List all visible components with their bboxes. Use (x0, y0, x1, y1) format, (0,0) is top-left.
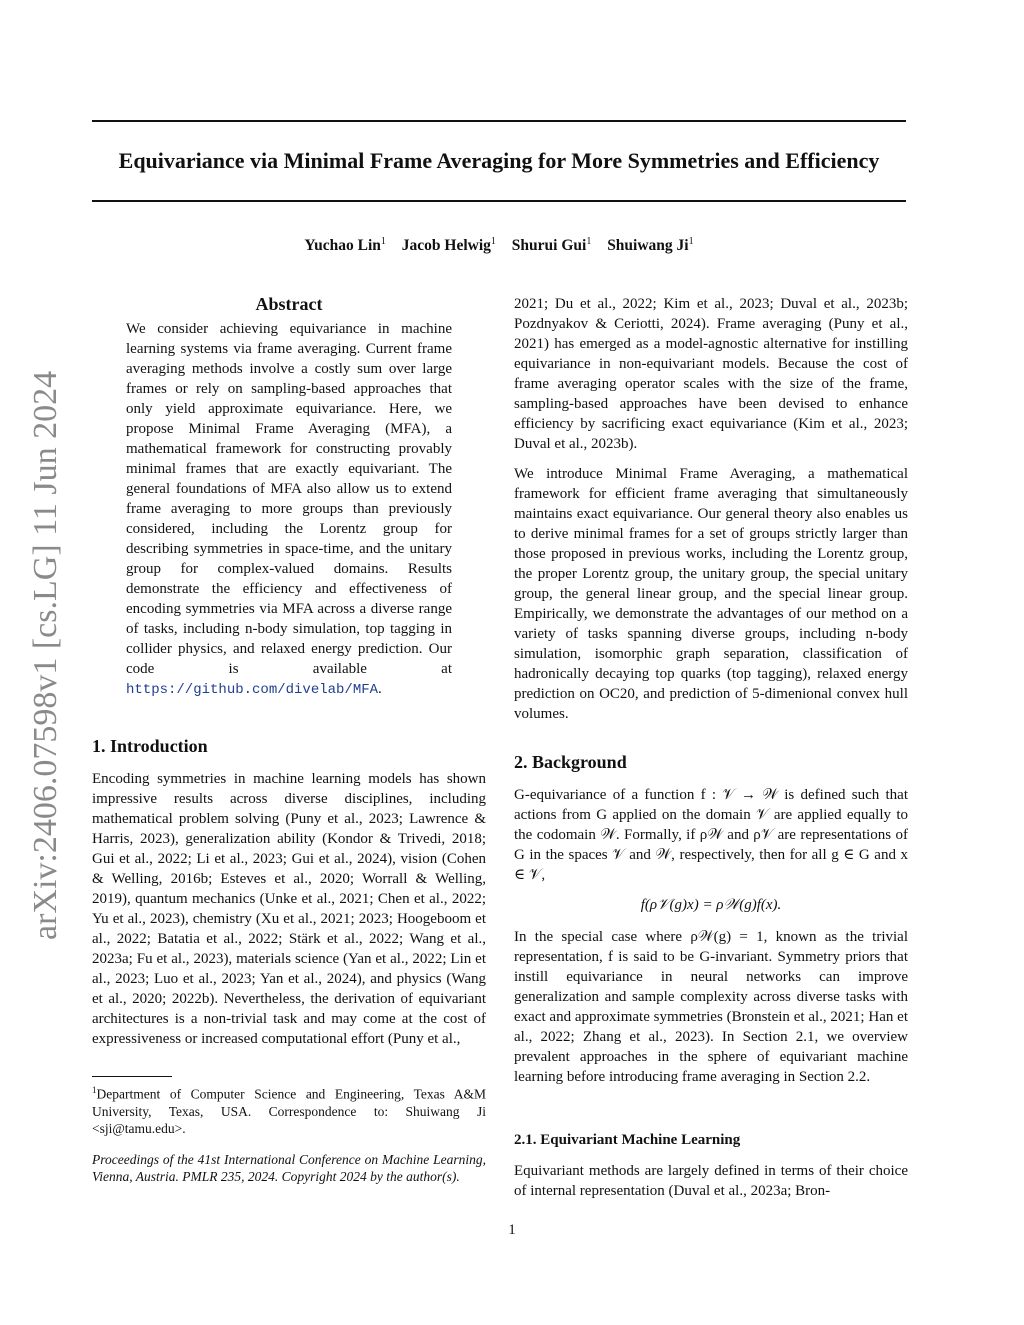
author-name: Shurui Gui (511, 237, 587, 254)
intro-body (92, 769, 486, 1059)
author (304, 237, 386, 254)
author-name: Jacob Helwig (401, 237, 491, 254)
author-affiliation: 1 (688, 235, 694, 247)
contribution-paragraph: We introduce Minimal Frame Averaging, a mathematical framework for efficient frame averaging that simultaneously maintains exact equivariance. Our general theory also enables us to derive minimal frames for a set of groups strictly larger than those proposed in previous works, including the Lorentz group, the proper Lorentz group, the unitary group, the special unitary group, the general linear group, and the special linear group. Empirically, we demonstrate the advantages of our method on a variety of tasks spanning diverse groups, including n-body simulation, isomorphic graph separation, classification of hadronically decaying top quarks (top tagging), relaxed energy prediction on OC20, and prediction of 5-dimenional convex hull volumes. (514, 466, 908, 722)
author-list (92, 236, 906, 256)
background-heading: 2. Background (514, 752, 627, 772)
background-body (514, 785, 908, 1097)
author (402, 237, 496, 254)
author-affiliation: 1 (380, 235, 386, 247)
author-name: Shuiwang Ji (607, 237, 689, 254)
subsection-heading: 2.1. Equivariant Machine Learning (514, 1132, 741, 1148)
author-name: Yuchao Lin (304, 237, 381, 254)
author-affiliation: 1 (586, 235, 592, 247)
page-number: 1 (508, 1222, 516, 1238)
title-rule-bottom (92, 200, 906, 202)
background-paragraph: G-equivariance of a function f : 𝒱 → 𝒲 is defined such that actions from G applied on the domain 𝒱 are applied equally to the codomain 𝒲. Formally, if ρ𝒲 and ρ𝒱 are representations of G in the spaces 𝒱 and 𝒲, respectively, then for all g ∈ G and x ∈ 𝒱, (514, 787, 908, 883)
abstract-body (126, 319, 452, 700)
proceedings-footnote: Proceedings of the 41st International Conference on Machine Learning, Vienna, Austria. PMLR 235, 2024. Copyright 2024 by the author(s). (92, 1151, 486, 1184)
intro-continued (514, 294, 908, 734)
footnote-rule (92, 1076, 172, 1077)
subsection-body (514, 1161, 908, 1211)
footnotes (92, 1082, 486, 1199)
paper-title: Equivariance via Minimal Frame Averaging for More Symmetries and Efficiency (118, 148, 880, 173)
equivariance-equation: f(ρ𝒱(g)x) = ρ𝒲(g)f(x). (640, 897, 782, 913)
intro-heading: 1. Introduction (92, 736, 208, 756)
code-link[interactable]: https://github.com/divelab/MFA (126, 682, 379, 698)
intro-paragraph: Encoding symmetries in machine learning models has shown impressive results across diverse disciplines, including mathematical problem solving (Puny et al., 2023; Lawrence & Harris, 2023), generalization ability (Kondor & Trivedi, 2018; Gui et al., 2022; Li et al., 2023; Gui et al., 2024), vision (Cohen & Welling, 2016b; Esteves et al., 2020; Worrall & Welling, 2019), quantum mechanics (Unke et al., 2021; Chen et al., 2022; Yu et al., 2023), chemistry (Xu et al., 2021; 2023; Hoogeboom et al., 2022; Batatia et al., 2022; Stärk et al., 2022; Wang et al., 2023a; Fu et al., 2023), materials science (Yan et al., 2022; Lin et al., 2023; Luo et al., 2023; Yan et al., 2024), and physics (Wang et al., 2020; 2022b). Nevertheless, the derivation of equivariant architectures is a non-trivial task and may come at the cost of expressiveness or increased computational effort (Puny et al., (92, 771, 486, 1047)
arxiv-stamp: arXiv:2406.07598v1 [cs.LG] 11 Jun 2024 (27, 370, 64, 940)
author-affiliation: 1 (490, 235, 496, 247)
footnote-mark: 1 (92, 1085, 97, 1095)
abstract-end: . (378, 681, 382, 697)
affiliation-text: Department of Computer Science and Engineering, Texas A&M University, Texas, USA. Correspondence to: Shuiwang Ji <sji@tamu.edu>. (92, 1086, 486, 1136)
subsection-paragraph: Equivariant methods are largely defined in terms of their choice of internal representation (Duval et al., 2023a; Bron- (514, 1163, 908, 1199)
affiliation-footnote (92, 1082, 486, 1137)
abstract-heading: Abstract (255, 294, 323, 314)
author (512, 237, 592, 254)
abstract-text: We consider achieving equivariance in machine learning systems via frame averaging. Current frame averaging methods involve a costly sum over large frames or rely on sampling-based approaches that only yield approximate equivariance. Here, we propose Minimal Frame Averaging (MFA), a mathematical framework for constructing provably minimal frames that are exactly equivariant. The general foundations of MFA also allow us to extend frame averaging to more groups than previously considered, including the Lorentz group for describing symmetries in space-time, and the unitary group for complex-valued domains. Results demonstrate the efficiency and effectiveness of encoding symmetries via MFA across a diverse range of tasks, including n-body simulation, top tagging in collider physics, and relaxed energy prediction. Our code is available at (126, 321, 452, 677)
background-paragraph-2: In the special case where ρ𝒲(g) = 1, known as the trivial representation, f is said to be G-invariant. Symmetry priors that instill equivariance in neural networks can improve generalization and sample complexity across diverse tasks with exact and approximate symmetries (Bronstein et al., 2021; Han et al., 2022; Zhang et al., 2023). In Section 2.1, we overview prevalent approaches in the sphere of equivariant machine learning before introducing frame averaging in Section 2.2. (514, 929, 908, 1085)
intro-continued-paragraph: 2021; Du et al., 2022; Kim et al., 2023; Duval et al., 2023b; Pozdnyakov & Ceriotti, 2024). Frame averaging (Puny et al., 2021) has emerged as a model-agnostic alternative for instilling equivariance in non-equivariant models. Because the cost of frame averaging operator scales with the size of the frame, sampling-based approaches have been devised to enhance efficiency by sacrificing exact equivariance (Kim et al., 2023; Duval et al., 2023b). (514, 296, 908, 452)
title-rule-top (92, 120, 906, 122)
author (607, 237, 693, 254)
